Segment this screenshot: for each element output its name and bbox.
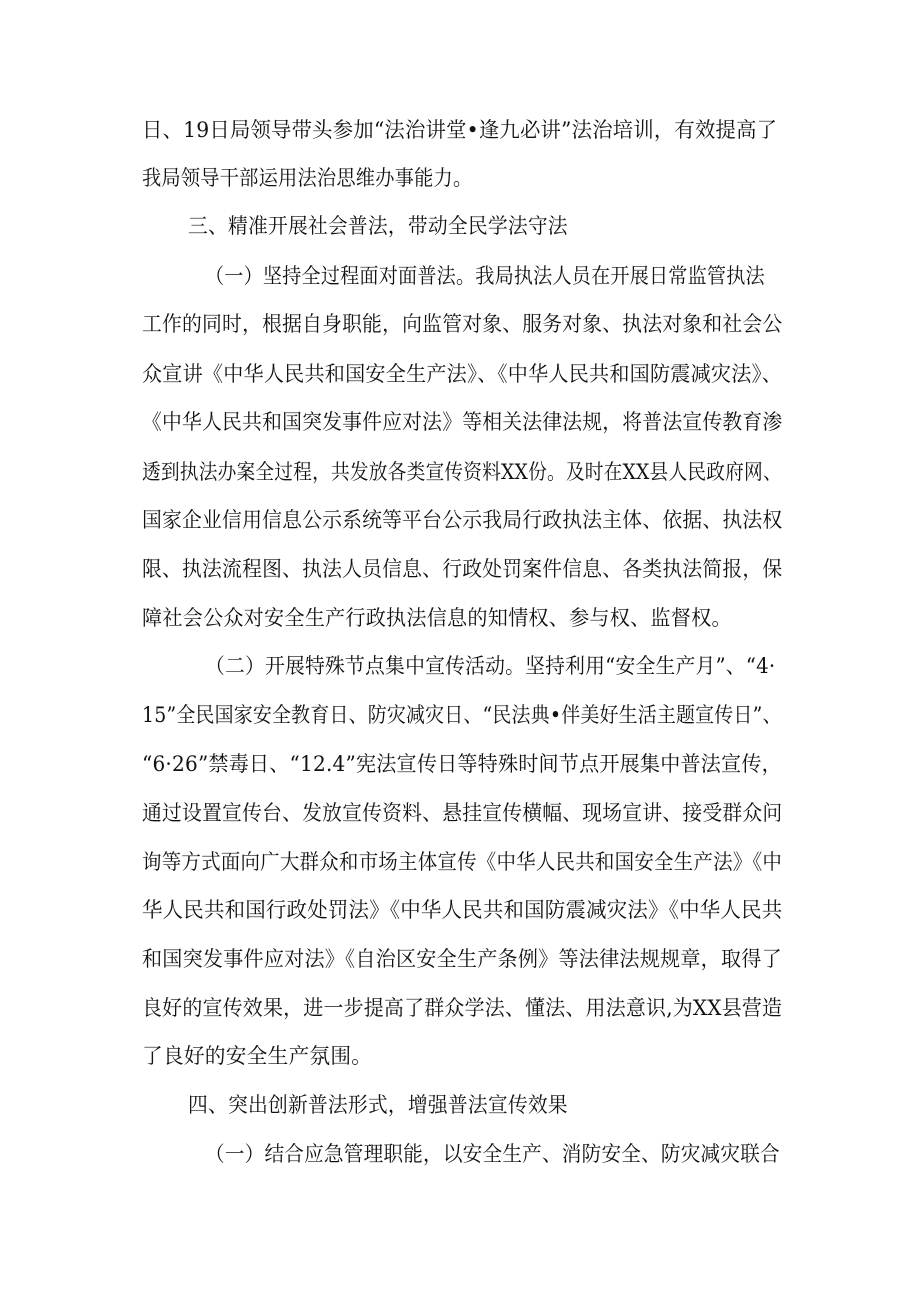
text-line: 华人民共和国行政处罚法》《中华人民共和国防震减灾法》《中华人民共 [142, 898, 783, 922]
text-line: 国家企业信用信息公示系统等平台公示我局行政执法主体、依据、执法权 [142, 508, 783, 532]
text-line: 透到执法办案全过程，共发放各类宣传资料XX份。及时在XX县人民政府网、 [142, 460, 782, 484]
text-line: “6·26”禁毒日、“12.4”宪法宣传日等特殊时间节点开展集中普法宣传， [142, 752, 782, 776]
text-line: 15”全民国家安全教育日、防灾减灾日、“民法典•伴美好生活主题宣传日”、 [142, 703, 782, 727]
text-line: 通过设置宣传台、发放宣传资料、悬挂宣传横幅、现场宣讲、接受群众问 [142, 801, 783, 825]
text-line: 了良好的安全生产氛围。 [142, 1044, 373, 1068]
text-line: 众宣讲《中华人民共和国安全生产法》、《中华人民共和国防震减灾法》、 [142, 362, 783, 386]
text-line: 《中华人民共和国突发事件应对法》等相关法律法规，将普法宣传教育渗 [142, 410, 783, 434]
text-line: （二）开展特殊节点集中宣传活动。坚持利用“安全生产月”、“4· [205, 654, 776, 678]
text-line: 限、执法流程图、执法人员信息、行政处罚案件信息、各类执法简报，保 [142, 557, 783, 581]
text-line: （一）坚持全过程面对面普法。我局执法人员在开展日常监管执法 [205, 264, 765, 288]
section-heading: 三、精准开展社会普法，带动全民学法守法 [188, 214, 568, 238]
section-heading: 四、突出创新普法形式，增强普法宣传效果 [188, 1093, 568, 1117]
text-line: （一）结合应急管理职能，以安全生产、消防安全、防灾减灾联合 [205, 1142, 780, 1166]
text-line: 和国突发事件应对法》《自治区安全生产条例》等法律法规规章，取得了 [142, 947, 782, 971]
text-line: 询等方式面向广大群众和市场主体宣传《中华人民共和国安全生产法》《中 [142, 850, 783, 874]
text-line: 工作的同时，根据自身职能，向监管对象、服务对象、执法对象和社会公 [142, 312, 783, 336]
text-line: 良好的宣传效果，进一步提高了群众学法、懂法、用法意识,为XX县营造 [142, 996, 783, 1020]
text-line: 日、19日局领导带头参加“法治讲堂•逢九必讲”法治培训，有效提高了 [142, 118, 778, 142]
text-line: 障社会公众对安全生产行政执法信息的知情权、参与权、监督权。 [142, 606, 732, 630]
text-line: 我局领导干部运用法治思维办事能力。 [142, 166, 473, 190]
